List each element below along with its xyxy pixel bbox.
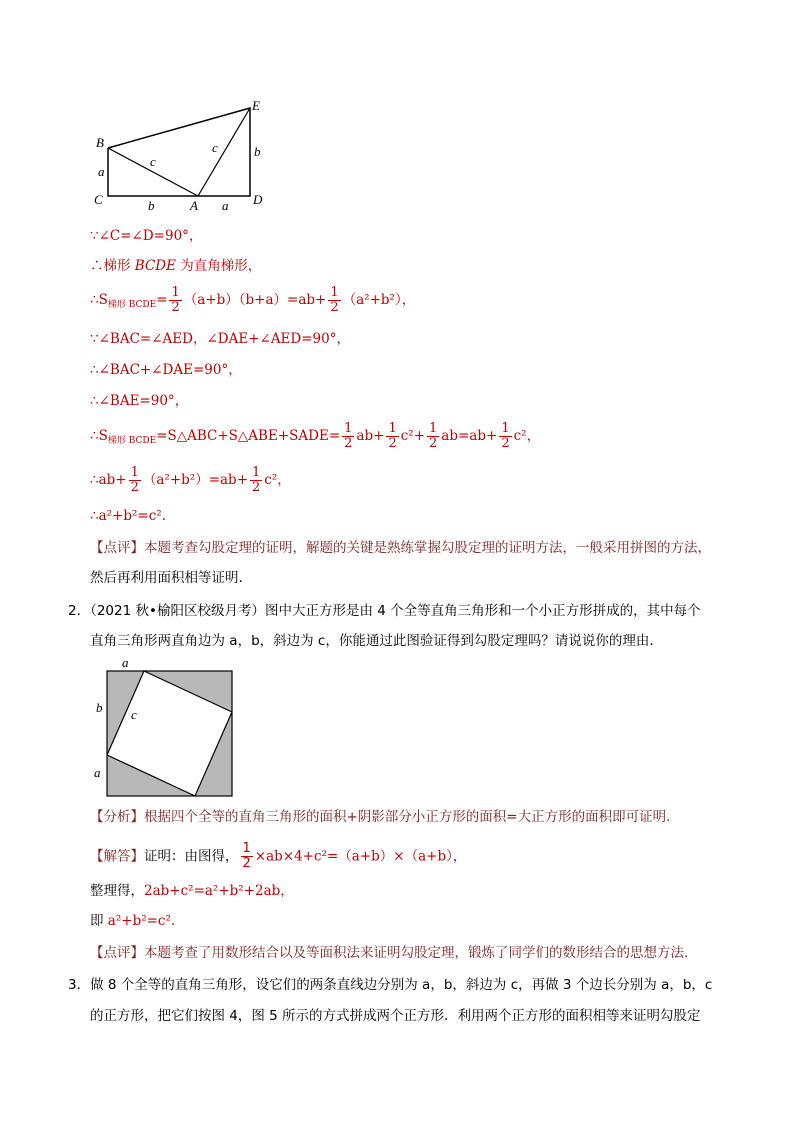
label-C: C (94, 192, 103, 207)
label-b-left: b (96, 700, 103, 715)
sol1-line9: ∴a²+b²=c². (90, 508, 166, 524)
sol1-line7: $\therefore S_{梯形 BCDE}=S\triangle ABC+S\triangle ABE+SADE=$ $\frac{1}{2}$ ab+ $\frac{1}{2}$ c²+ $\frac{1}{2}$ ab=ab+ $\frac{1}{2}$ c²， (90, 421, 541, 451)
label-c2: c (212, 140, 218, 155)
question-2-cont: 直角三角形两直角边为 a，b，斜边为 c，你能通过此图验证得到勾股定理吗？请说说你的理由. (90, 633, 654, 649)
label-a-top: a (122, 655, 129, 670)
question-3: 3．做 8 个全等的直角三角形，设它们的两条直线边分别为 a，b，斜边为 c，再做 3 个边长分别为 a，b，c (68, 977, 713, 993)
label-b-right: b (254, 144, 261, 159)
sol2-line3: 即 a²+b²=c². (90, 913, 176, 929)
label-B: B (96, 135, 104, 150)
sol2-comment: 【点评】本题考查了用数形结合以及等面积法来证明勾股定理，锻炼了同学们的数形结合的思想方法. (90, 945, 689, 961)
sol1-line5: ∴∠BAC+∠DAE=90°， (90, 362, 242, 378)
label-a-left: a (98, 164, 105, 179)
label-c-fig2: c (131, 707, 137, 722)
label-b-bottom: b (148, 198, 155, 213)
trapezoid-figure (88, 96, 278, 214)
square-figure (88, 655, 238, 801)
sol1-comment: 【点评】本题考查勾股定理的证明，解题的关键是熟练掌握勾股定理的证明方法，一般采用拼图的方法， (90, 540, 711, 556)
sol2-answer: 【解答】证明：由图得， $\frac{1}{2}$ ×ab×4+c²=（a+b）×（a+b）， (90, 841, 467, 871)
sol2-analysis: 【分析】根据四个全等的直角三角形的面积+阴影部分小正方形的面积=大正方形的面积即可证明. (90, 809, 671, 825)
label-a-bottom: a (222, 198, 229, 213)
sol1-line6: ∴∠BAE=90°， (90, 393, 189, 409)
label-E: E (252, 98, 260, 113)
label-a-left-fig2: a (94, 765, 101, 780)
sol1-line1: ∵∠C=∠D=90°， (90, 228, 203, 244)
question-3-cont: 的正方形，把它们按图 4，图 5 所示的方式拼成两个正方形．利用两个正方形的面积相等来证明勾股定 (90, 1008, 701, 1024)
label-c1: c (150, 154, 156, 169)
question-2: 2．（2021 秋•榆阳区校级月考）图中大正方形是由 4 个全等直角三角形和一个小正方形拼成的，其中每个 (68, 603, 701, 619)
sol1-line3: $\therefore S_{梯形 BCDE}=$ $\frac{1}{2}$ （a+b）（b+a）=ab+ $\frac{1}{2}$ （a²+b²）， (90, 285, 416, 315)
label-D: D (253, 192, 263, 207)
sol1-line2: ∴梯形 BCDE 为直角梯形， (90, 258, 262, 274)
label-A: A (190, 198, 198, 213)
sol1-line4: ∵∠BAC=∠AED，∠DAE+∠AED=90°， (90, 331, 350, 347)
sol2-line2: 整理得，2ab+c²=a²+b²+2ab， (90, 883, 294, 899)
sol1-comment-cont: 然后再利用面积相等证明. (90, 570, 243, 586)
sol1-line8: ∴ab+ $\frac{1}{2}$ （a²+b²）=ab+ $\frac{1}{2}$ c²， (90, 465, 291, 495)
